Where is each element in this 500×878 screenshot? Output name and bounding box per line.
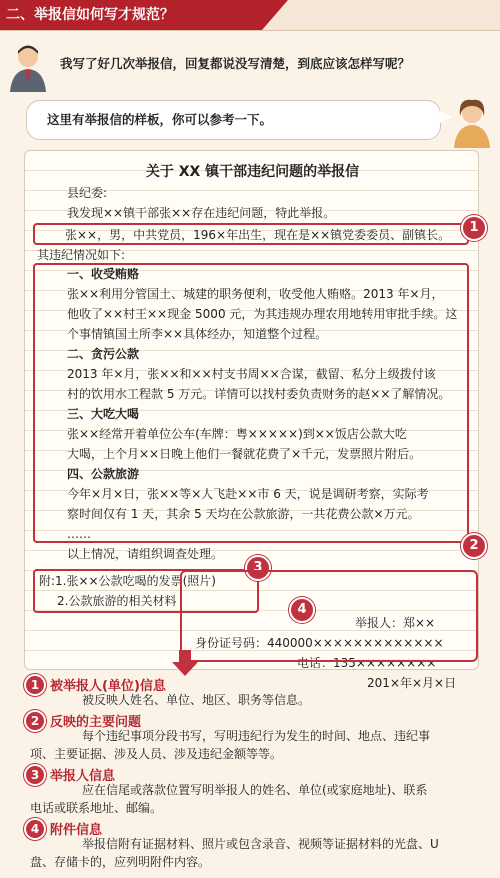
legend-body-2: 项、主要证据、涉及人员、涉及违纪金额等等。 [30, 747, 283, 761]
legend-num-4: 4 [24, 818, 46, 840]
legend-body-1: 被反映人姓名、单位、地区、职务等信息。 [82, 693, 311, 707]
legend-body-3: 电话或联系地址、邮编。 [30, 801, 163, 815]
legend-num-3: 3 [24, 764, 46, 786]
legend-num-1: 1 [24, 674, 46, 696]
marker-1-badge: 1 [461, 215, 487, 241]
intro-line: 我发现××镇干部张××存在违纪问题，特此举报。 [67, 206, 336, 220]
legend-title-4: 附件信息 [50, 823, 103, 838]
marker-4-badge: 4 [289, 597, 315, 623]
header-bar [0, 0, 500, 31]
section-heading: 三、大吃大喝 [67, 407, 140, 421]
reporter-phone: 电话：135×××××××× [297, 656, 437, 670]
man-avatar-icon [8, 42, 48, 92]
highlight-box-2 [33, 263, 469, 543]
reporter-name: 举报人：郑×× [355, 616, 436, 630]
section-line: 今年×月×日，张××等×人飞赴××市 6 天，说是调研考察，实际考 [67, 487, 429, 501]
person-info-line: 张××，男，中共党员，196×年出生，现在是××镇党委委员、副镇长。 [65, 228, 451, 242]
section-line: 2013 年×月，张××和××村支书周××合谋，截留、私分上级拨付该 [67, 367, 436, 381]
section-line: 村的饮用水工程款 5 万元。详情可以找村委负责财务的赵××了解情况。 [67, 387, 451, 401]
section-line: 个事情镇国土所李××具体经办，知道整个过程。 [67, 327, 328, 341]
legend-num-2: 2 [24, 710, 46, 732]
legend-title-1: 被举报人(单位)信息 [50, 679, 166, 694]
reporter-box [180, 570, 478, 662]
attachment-line: 附:1.张××公款吃喝的发票(照片) [39, 574, 216, 588]
answer-text: 这里有举报信的样板，你可以参考一下。 [47, 112, 273, 127]
letter-title: 关于 XX 镇干部违纪问题的举报信 [145, 164, 360, 180]
question-text: 我写了好几次举报信，回复都说没写清楚，到底应该怎样写呢？ [60, 56, 411, 71]
reporter-id: 身份证号码：440000××××××××××××× [195, 636, 444, 650]
section-line: 张××利用分管国土、城建的职务便利，收受他人贿赂。2013 年×月， [67, 287, 444, 301]
legend-title-2: 反映的主要问题 [50, 715, 142, 730]
section-heading: 一、收受贿赂 [67, 267, 140, 281]
section-line: 察时间仅有 1 天，其余 5 天均在公款旅游，一共花费公款×万元。 [67, 507, 420, 521]
section-line: 张××经常开着单位公车(车牌：粤×××××)到××饭店公款大吃 [67, 427, 407, 441]
highlight-box-1 [33, 223, 469, 245]
down-arrow-icon [172, 650, 198, 676]
woman-avatar-icon [452, 98, 492, 148]
reporter-date: 201×年×月×日 [367, 676, 457, 690]
attachment-line: 2.公款旅游的相关材料 [57, 594, 177, 608]
section-heading: 四、公款旅游 [67, 467, 140, 481]
situation-intro: 其违纪情况如下: [37, 248, 126, 262]
section-title: 二、举报信如何写才规范？ [0, 0, 262, 30]
section-line: 他收了××村王××现金 5000 元，为其违规办理农用地转用审批手续。这 [67, 307, 458, 321]
salutation: 县纪委: [67, 186, 108, 200]
legend-body-2: 每个违纪事项分段书写，写明违纪行为发生的时间、地点、违纪事 [82, 729, 431, 743]
marker-2-badge: 2 [461, 533, 487, 559]
legend-body-4: 举报信附有证据材料、照片或包含录音、视频等证据材料的光盘、U [82, 837, 439, 851]
legend-body-4: 盘、存储卡的，应列明附件内容。 [30, 855, 211, 869]
section-heading: 二、贪污公款 [67, 347, 140, 361]
legend-body-3: 应在信尾或落款位置写明举报人的姓名、单位(或家庭地址)、联系 [82, 783, 428, 797]
closing-line: 以上情况，请组织调查处理。 [67, 547, 224, 561]
marker-3-badge: 3 [245, 555, 271, 581]
answer-bubble [26, 100, 441, 140]
legend-title-3: 举报人信息 [50, 769, 116, 784]
section-line: 大喝，上个月××日晚上他们一餐就花费了×千元，发票照片附后。 [67, 447, 422, 461]
ellipsis: …… [67, 527, 91, 541]
